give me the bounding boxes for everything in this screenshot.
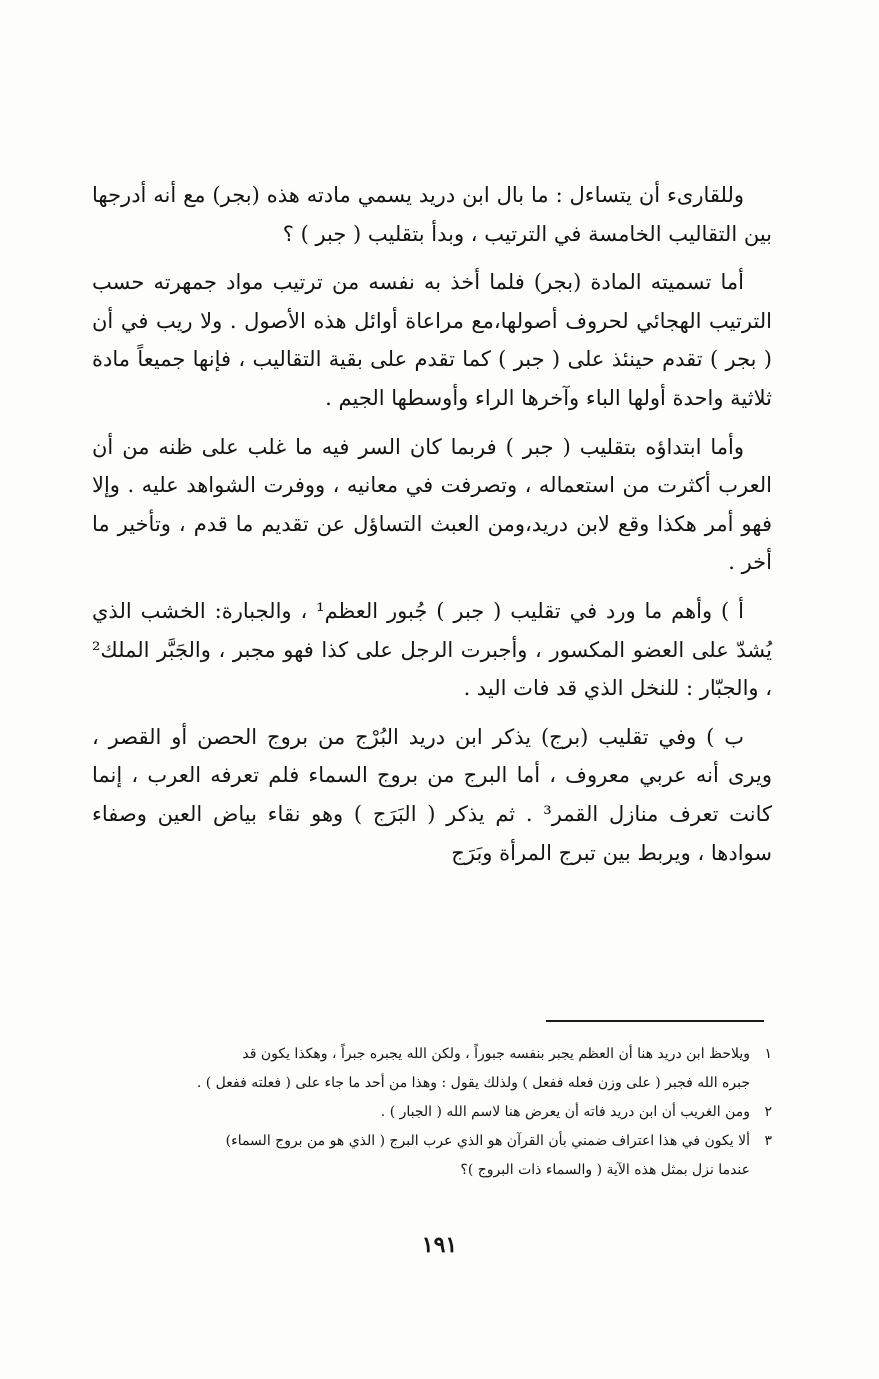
paragraph-beginning: وأما ابتداؤه بتقليب ( جبر ) فربما كان السر فيه ما غلب على ظنه من أن العرب أكثرت من استعماله ، وتصرفت في معانيه ، ووفرت الشواهد عليه . وإلا فهو أمر هكذا وقع لابن دريد،ومن العبث التساؤل عن تقديم ما قدم ، وتأخير ما أخر . (92, 434, 772, 575)
body-text (92, 176, 772, 882)
paragraph-item-b: ب ) وفي تقليب (برج) يذكر ابن دريد البُرْج من بروج الحصن أو القصر ، ويرى أنه عربي معروف ، أما البرج من بروج السماء فلم تعرفه العرب ، إنما كانت تعرف منازل القمر³ . ثم يذكر ( البَرَج ) وهو نقاء بياض العين وصفاء سوادها ، ويربط بين تبرج المرأة وبَرَج (92, 724, 772, 865)
footnote-number: ١ (764, 1046, 772, 1062)
footnote-text: ويلاحظ ابن دريد هنا أن العظم يجبر بنفسه جبوراً ، ولكن الله يجبره جبراً ، وهكذا يكون قد (242, 1046, 750, 1062)
footnote-number: ٢ (764, 1104, 772, 1120)
footnote-3-continued: عندما نزل بمثل هذه الآية ( والسماء ذات البروج )؟ (460, 1162, 750, 1178)
footnote-number: ٣ (764, 1133, 772, 1149)
page-number: ١٩١ (421, 1232, 458, 1258)
footnote-2 (92, 1098, 772, 1127)
footnote-text: ألا يكون في هذا اعتراف ضمني بأن القرآن هو الذي عرب البرج ( الذي هو من بروج السماء) (225, 1133, 750, 1149)
paragraph-item-a: أ ) وأهم ما ورد في تقليب ( جبر ) جُبور العظم¹ ، والجبارة: الخشب الذي يُشدّ على العضو المكسور ، وأجبرت الرجل على كذا فهو مجبر ، والجَبَّر الملك² ، والجبّار : للنخل الذي قد فات اليد . (92, 598, 772, 701)
paragraph-question: وللقارىء أن يتساءل : ما بال ابن دريد يسمي مادته هذه (بجر) مع أنه أدرجها بين التقاليب الخامسة في الترتيب ، وبدأ بتقليب ( جبر ) ؟ (92, 183, 772, 246)
footnotes (92, 1040, 772, 1185)
footnote-3 (92, 1127, 772, 1156)
footnote-separator (546, 1020, 764, 1022)
footnote-1 (92, 1040, 772, 1069)
paragraph-naming: أما تسميته المادة (بجر) فلما أخذ به نفسه من ترتيب مواد جمهرته حسب الترتيب الهجائي لحروف أصولها،مع مراعاة أوائل هذه الأصول . ولا ريب في أن ( بجر ) تقدم حينئذ على ( جبر ) كما تقدم على بقية التقاليب ، فإنها جميعاً مادة ثلاثية واحدة أولها الباء وآخرها الراء وأوسطها الجيم . (92, 270, 772, 410)
footnote-text: ومن الغريب أن ابن دريد فاته أن يعرض هنا لاسم الله ( الجبار ) . (380, 1104, 750, 1120)
footnote-1-continued: جبره الله فجبر ( على وزن فعله ففعل ) ولذلك يقول : وهذا من أحد ما جاء على ( فعلته ففعل ) . (196, 1075, 750, 1091)
